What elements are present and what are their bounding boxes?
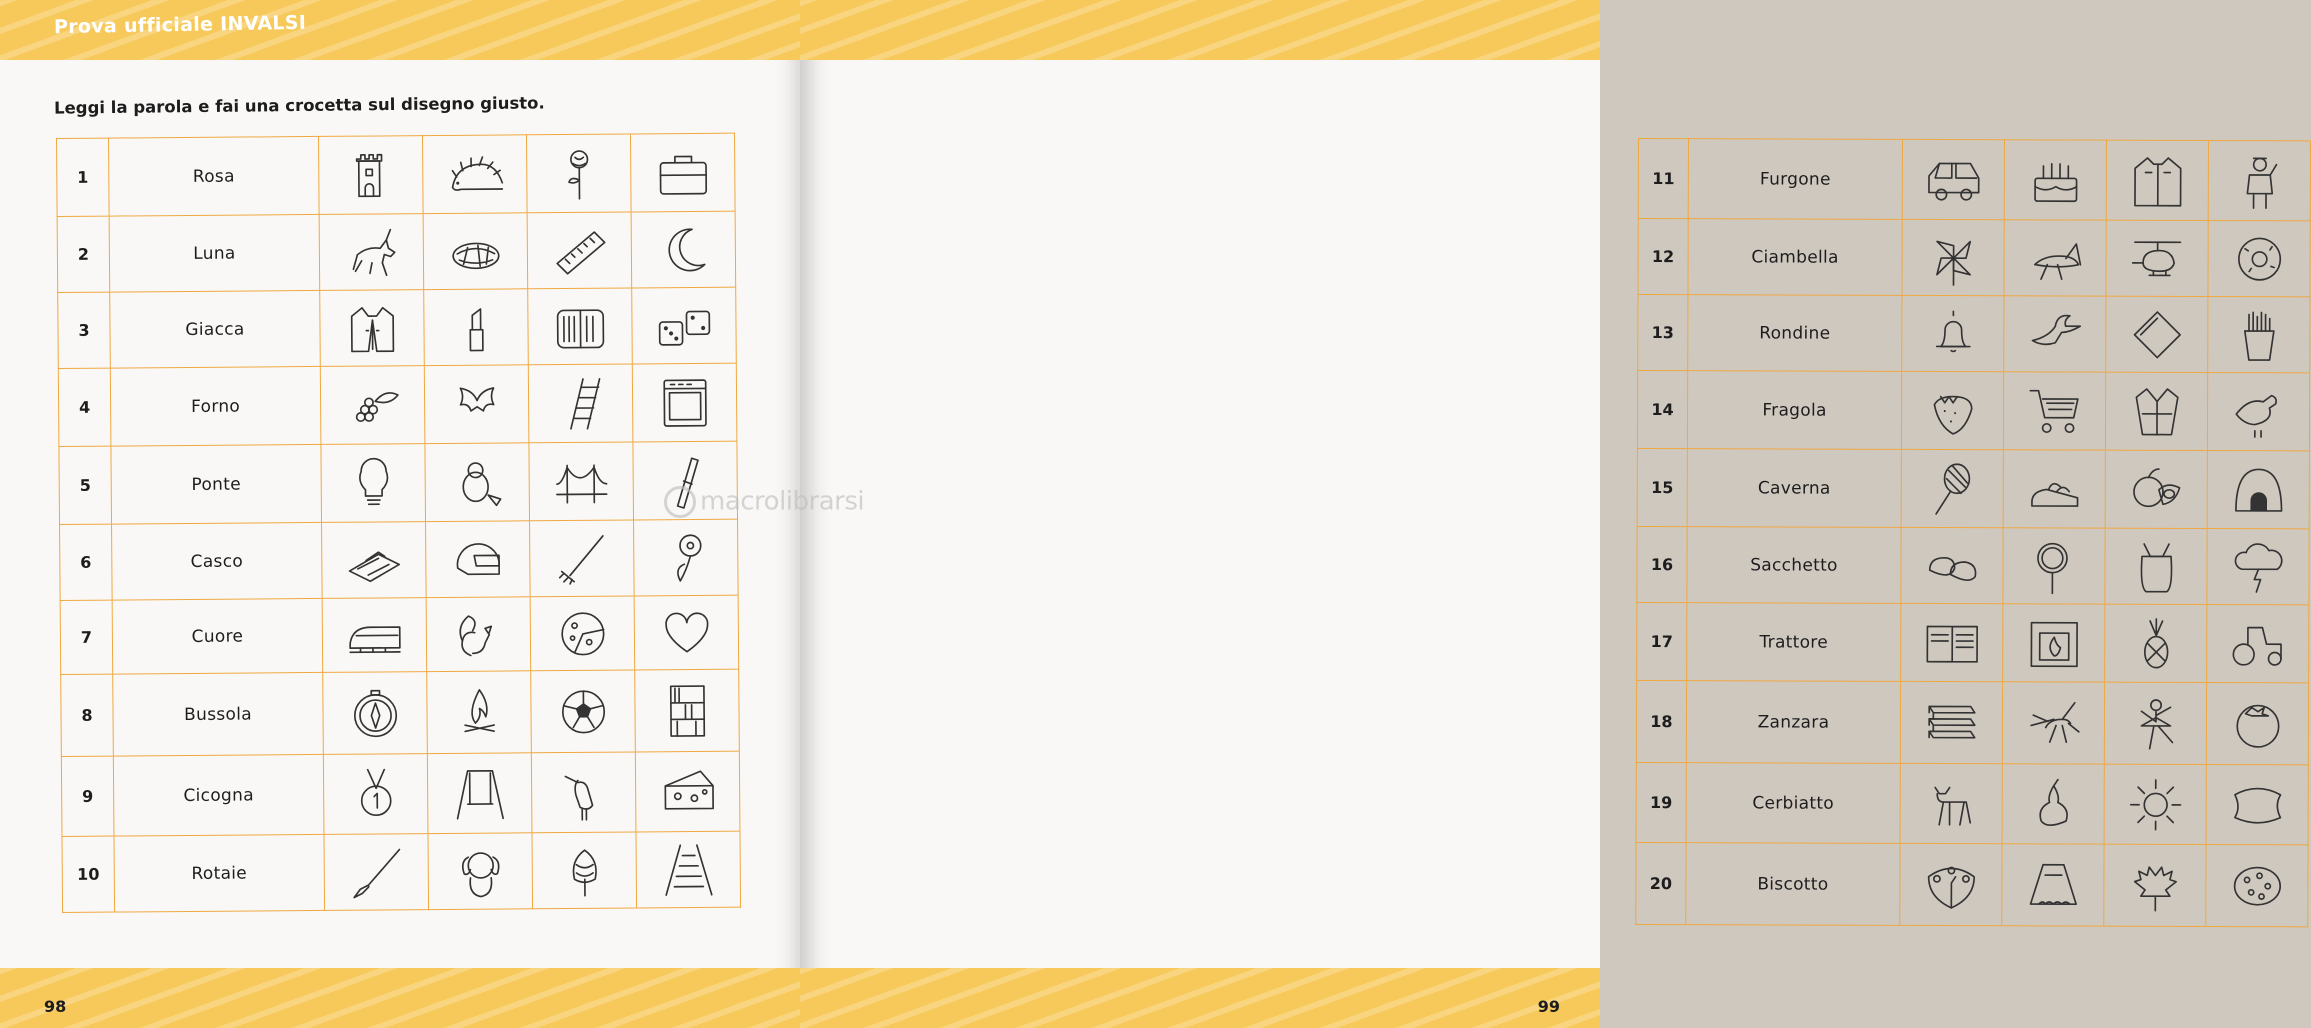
row-word: Rosa <box>109 136 320 216</box>
picture-option[interactable] <box>530 520 635 597</box>
cave-icon <box>2229 461 2287 519</box>
tomato-icon <box>2228 695 2286 753</box>
picture-option[interactable] <box>526 134 631 213</box>
magnifying-glass-icon <box>2025 537 2083 595</box>
picture-option[interactable] <box>2206 764 2308 844</box>
fireplace-icon <box>2025 614 2083 672</box>
picture-option[interactable] <box>321 444 426 523</box>
picture-option[interactable] <box>635 669 740 752</box>
picture-option[interactable] <box>630 133 735 212</box>
picture-option[interactable] <box>2206 844 2308 926</box>
row-number: 13 <box>1638 295 1688 371</box>
row-word: Cicogna <box>113 754 324 836</box>
dice-icon <box>655 296 713 354</box>
quiz-row-2 <box>57 211 736 292</box>
picture-option[interactable] <box>527 212 632 289</box>
row-number: 9 <box>61 756 114 836</box>
rake-icon <box>553 529 611 587</box>
row-number: 6 <box>60 524 113 600</box>
quiz-row-9 <box>61 751 740 836</box>
picture-option[interactable] <box>1902 139 2004 219</box>
puppy-icon <box>451 842 509 900</box>
pinwheel-icon <box>1924 228 1982 286</box>
heart-icon <box>657 603 715 661</box>
apricot-icon <box>2127 460 2185 518</box>
row-word: Casco <box>112 522 323 600</box>
cookie-icon <box>2228 857 2286 915</box>
mosquito-icon <box>2024 694 2082 752</box>
picture-option[interactable] <box>1902 295 2004 371</box>
picture-option[interactable] <box>2207 604 2309 682</box>
picture-option[interactable] <box>319 214 424 291</box>
jacket-icon <box>343 299 401 357</box>
picture-option[interactable] <box>2105 604 2207 682</box>
row-word: Ciambella <box>1688 219 1902 296</box>
picture-option[interactable] <box>323 754 428 835</box>
sun-icon <box>2126 775 2184 833</box>
picture-option[interactable] <box>1901 527 2003 603</box>
picture-option[interactable] <box>2002 764 2104 844</box>
row-word: Luna <box>109 214 320 292</box>
sandal-icon <box>2025 460 2083 518</box>
row-word: Fragola <box>1687 371 1901 450</box>
picture-option[interactable] <box>423 213 528 290</box>
row-word: Ponte <box>111 444 322 524</box>
books-icon <box>1922 693 1980 751</box>
pigeon-icon <box>2229 383 2287 441</box>
donut-icon <box>2230 230 2288 288</box>
picture-option[interactable] <box>424 365 529 444</box>
row-word: Rotaie <box>114 834 325 912</box>
quiz-row-6 <box>60 519 739 600</box>
top-band <box>0 0 800 60</box>
peacock-icon <box>1922 855 1980 913</box>
quiz-row-5 <box>59 441 738 524</box>
picture-option[interactable] <box>427 753 532 834</box>
row-number: 5 <box>59 446 112 524</box>
picture-option[interactable] <box>632 287 737 364</box>
row-word: Forno <box>110 366 321 446</box>
bookcase-icon <box>658 681 716 739</box>
ballerina-icon <box>2126 694 2184 752</box>
bat-icon <box>447 375 505 433</box>
row-number: 7 <box>60 600 113 674</box>
row-word: Cerbiatto <box>1686 763 1900 844</box>
picture-option[interactable] <box>1902 219 2004 295</box>
picture-option[interactable] <box>2105 450 2207 528</box>
skirt-icon <box>2024 856 2082 914</box>
nest-icon <box>446 222 504 280</box>
row-number: 8 <box>61 674 114 756</box>
french-fries-icon <box>2230 306 2288 364</box>
quiz-row-10 <box>62 831 741 912</box>
quiz-row-16 <box>1637 526 2309 604</box>
row-word: Caverna <box>1687 449 1901 528</box>
row-number: 12 <box>1638 219 1688 295</box>
row-number: 19 <box>1636 762 1686 842</box>
quiz-row-17 <box>1637 602 2309 682</box>
row-number: 14 <box>1637 371 1687 449</box>
hedgehog-icon <box>446 145 504 203</box>
open-book-icon <box>1923 613 1981 671</box>
picture-option[interactable] <box>634 519 739 596</box>
picture-option[interactable] <box>320 290 425 367</box>
storm-cloud-icon <box>2229 538 2287 596</box>
van-icon <box>1924 151 1982 209</box>
picture-option[interactable] <box>2106 296 2208 372</box>
bottom-band <box>0 968 800 1028</box>
row-number: 20 <box>1636 842 1686 924</box>
picture-option[interactable] <box>323 672 428 755</box>
picture-option[interactable] <box>1901 603 2003 681</box>
picture-option[interactable] <box>2207 450 2309 528</box>
raspberry-icon <box>343 376 401 434</box>
birthday-cake-icon <box>2026 151 2084 209</box>
quiz-row-8 <box>61 669 740 756</box>
picture-option[interactable] <box>2002 682 2104 764</box>
pizza-icon <box>553 604 611 662</box>
helicopter-icon <box>2128 229 2186 287</box>
row-number: 2 <box>57 216 110 292</box>
oven-icon <box>655 373 713 431</box>
soccer-ball-icon <box>554 682 612 740</box>
row-number: 3 <box>58 292 111 368</box>
quiz-row-13 <box>1638 295 2310 373</box>
hazelnuts-icon <box>1923 536 1981 594</box>
quiz-row-15 <box>1637 448 2309 528</box>
picture-option[interactable] <box>426 521 531 598</box>
pencil-case-icon <box>551 297 609 355</box>
picture-option[interactable] <box>324 834 429 911</box>
poppy-icon <box>657 528 715 586</box>
sailor-icon <box>2230 152 2288 210</box>
helmet-icon <box>449 530 507 588</box>
row-number: 18 <box>1636 680 1686 762</box>
picture-option[interactable] <box>2106 140 2208 220</box>
row-number: 16 <box>1637 526 1687 602</box>
row-word: Furgone <box>1688 139 1902 220</box>
bathrobe-icon <box>2127 382 2185 440</box>
tractor-icon <box>2229 615 2287 673</box>
medal-icon <box>346 765 404 823</box>
row-number: 17 <box>1637 602 1687 680</box>
squirrel-icon <box>449 605 507 663</box>
picture-option[interactable] <box>318 136 423 215</box>
artichoke-icon <box>555 841 613 899</box>
swallow-icon <box>2026 305 2084 363</box>
picture-option[interactable] <box>631 211 736 288</box>
maple-leaf-icon <box>2126 856 2184 914</box>
quiz-row-4 <box>58 363 737 446</box>
watermark-text: macrolibrarsi <box>700 486 865 517</box>
swing-icon <box>450 764 508 822</box>
quiz-table-right <box>1635 138 2311 927</box>
page-number-left: 98 <box>44 997 67 1016</box>
picture-option[interactable] <box>2004 140 2106 220</box>
picture-option[interactable] <box>426 597 531 672</box>
picture-option[interactable] <box>2208 220 2310 296</box>
picture-option[interactable] <box>2206 682 2308 764</box>
picture-option[interactable] <box>2104 844 2206 926</box>
suitcase-icon <box>654 143 712 201</box>
watermark-circle-icon <box>664 486 696 518</box>
cheese-icon <box>658 762 716 820</box>
header-label: Prova ufficiale INVALSI <box>53 11 307 39</box>
shirt-icon <box>2128 151 2186 209</box>
picture-option[interactable] <box>528 288 633 365</box>
picture-option[interactable] <box>632 363 737 442</box>
picture-option[interactable] <box>1900 843 2002 925</box>
picture-option[interactable] <box>634 595 739 670</box>
row-number: 4 <box>58 368 111 446</box>
picture-option[interactable] <box>322 522 427 599</box>
picture-option[interactable] <box>2003 528 2105 604</box>
picture-option[interactable] <box>427 671 532 754</box>
picture-option[interactable] <box>2207 372 2309 450</box>
row-word: Trattore <box>1687 603 1901 682</box>
picture-option[interactable] <box>636 831 741 908</box>
rose-icon <box>550 144 608 202</box>
strawberry-icon <box>1923 381 1981 439</box>
picture-option[interactable] <box>422 135 527 214</box>
beaver-icon <box>448 453 506 511</box>
row-word: Zanzara <box>1686 681 1900 764</box>
picture-option[interactable] <box>2002 844 2104 926</box>
quiz-row-1 <box>57 133 736 216</box>
quiz-row-3 <box>58 287 737 368</box>
picture-option[interactable] <box>1901 371 2003 449</box>
quiz-table-left <box>56 133 741 913</box>
tower-icon <box>342 146 400 204</box>
picture-option[interactable] <box>1900 681 2002 763</box>
row-word: Cuore <box>112 598 323 674</box>
tennis-racket-icon <box>1923 459 1981 517</box>
picture-option[interactable] <box>2003 450 2105 528</box>
plastic-bag-icon <box>2127 537 2185 595</box>
quiz-row-20 <box>1636 842 2308 926</box>
picture-option[interactable] <box>320 366 425 445</box>
rails-icon <box>659 840 717 898</box>
picture-option[interactable] <box>2004 220 2106 296</box>
lipstick-icon <box>447 298 505 356</box>
picture-option[interactable] <box>635 751 740 832</box>
instruction-text: Leggi la parola e fai una crocetta sul disegno giusto. <box>53 93 545 118</box>
campfire-icon <box>450 683 508 741</box>
picture-option[interactable] <box>2104 764 2206 844</box>
bridge-icon <box>552 452 610 510</box>
moon-icon <box>654 220 712 278</box>
grasshopper-icon <box>2026 229 2084 287</box>
stork-icon <box>554 763 612 821</box>
row-word: Bussola <box>113 672 324 756</box>
right-page <box>800 0 1839 1028</box>
ruler-icon <box>550 221 608 279</box>
picture-option[interactable] <box>425 443 530 522</box>
ladder-icon <box>551 374 609 432</box>
quiz-row-12 <box>1638 219 2310 297</box>
mousetrap-icon <box>345 531 403 589</box>
watermark-logo <box>664 486 864 518</box>
row-word: Sacchetto <box>1687 527 1901 604</box>
train-icon <box>345 606 403 664</box>
picture-option[interactable] <box>528 364 633 443</box>
row-word: Giacca <box>110 290 321 368</box>
picture-option[interactable] <box>2003 372 2105 450</box>
row-word: Biscotto <box>1686 843 1900 926</box>
pineapple-icon <box>2127 614 2185 672</box>
quiz-row-18 <box>1636 680 2308 764</box>
quiz-row-11 <box>1638 139 2310 221</box>
picture-option[interactable] <box>2004 296 2106 372</box>
picture-option[interactable] <box>531 670 636 753</box>
unicorn-icon <box>342 223 400 281</box>
quiz-row-14 <box>1637 371 2309 451</box>
picture-option[interactable] <box>322 598 427 673</box>
picture-option[interactable] <box>2208 296 2310 372</box>
page-number-right: 99 <box>1537 997 1560 1016</box>
bell-icon <box>1924 304 1982 362</box>
picture-option[interactable] <box>1901 449 2003 527</box>
row-number: 15 <box>1637 448 1687 526</box>
picture-option[interactable] <box>529 442 634 521</box>
paintbrush-icon <box>347 843 405 901</box>
light-bulb-icon <box>344 454 402 512</box>
picture-option[interactable] <box>2003 604 2105 682</box>
top-band-right <box>800 0 1600 60</box>
picture-option[interactable] <box>428 833 533 910</box>
picture-option[interactable] <box>2105 528 2207 604</box>
row-number: 11 <box>1638 139 1688 219</box>
quiz-row-7 <box>60 595 739 674</box>
picture-option[interactable] <box>530 596 635 671</box>
picture-option[interactable] <box>424 289 529 366</box>
fawn-icon <box>1922 774 1980 832</box>
shopping-cart-icon <box>2025 382 2083 440</box>
picture-option[interactable] <box>1900 763 2002 843</box>
bottom-band-right <box>800 968 1600 1028</box>
row-number: 10 <box>62 836 115 912</box>
picture-option[interactable] <box>532 832 637 909</box>
picture-option[interactable] <box>531 752 636 833</box>
napkin-icon <box>2128 305 2186 363</box>
picture-option[interactable] <box>2104 682 2206 764</box>
quiz-row-19 <box>1636 762 2308 844</box>
picture-option[interactable] <box>2208 140 2310 220</box>
row-number: 1 <box>57 138 110 216</box>
compass-icon <box>346 684 404 742</box>
picture-option[interactable] <box>2106 220 2208 296</box>
pillow-icon <box>2228 776 2286 834</box>
picture-option[interactable] <box>2207 528 2309 604</box>
pear-icon <box>2024 775 2082 833</box>
row-word: Rondine <box>1688 295 1902 372</box>
picture-option[interactable] <box>2105 372 2207 450</box>
